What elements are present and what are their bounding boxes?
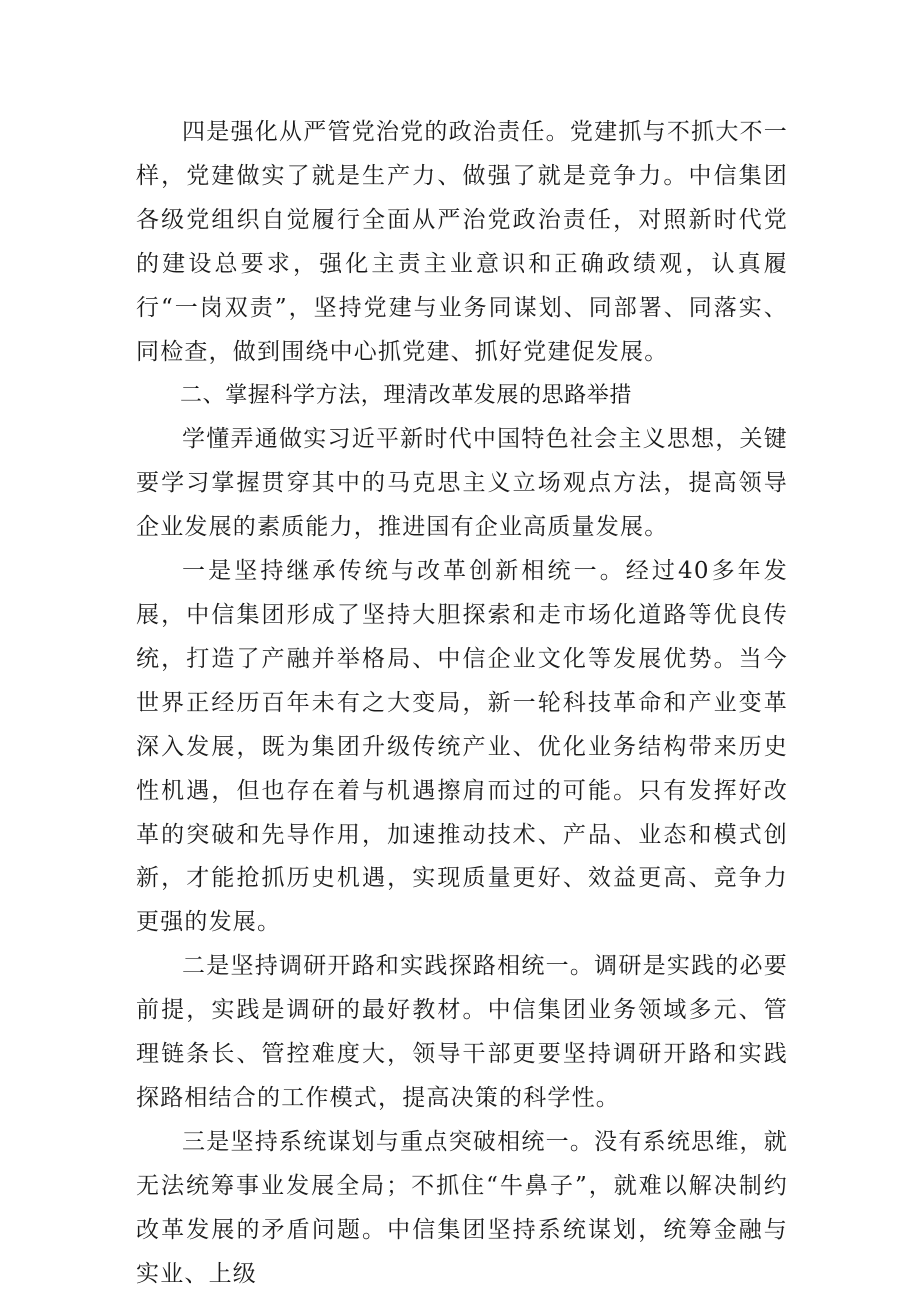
paragraph-party-building-responsibility: 四是强化从严管党治党的政治责任。党建抓与不抓大不一样，党建做实了就是生产力、做强了就是竞争力。中信集团各级党组织自觉履行全面从严治党政治责任，对照新时代党的建设总要求，强化主责主业意识和正确政绩观，认真履行“一岗双责”，坚持党建与业务同谋划、同部署、同落实、同检查，做到围绕中心抓党建、抓好党建促发展。 [136,119,788,365]
document-body [136,111,788,1296]
paragraph-research-practice: 二是坚持调研开路和实践探路相统一。调研是实践的必要前提，实践是调研的最好教材。中信集团业务领域多元、管理链条长、管控难度大，领导干部更要坚持调研开路和实践探路相结合的工作模式，提高决策的科学性。 [136,953,788,1111]
paragraph-system-breakthrough: 三是坚持系统谋划与重点突破相统一。没有系统思维，就无法统筹事业发展全局；不抓住“牛鼻子”，就难以解决制约改革发展的矛盾问题。中信集团坚持系统谋划，统筹金融与实业、上级 [136,1128,788,1287]
section-heading-two: 二、掌握科学方法，理清改革发展的思路举措 [180,383,633,409]
paragraph-tradition-innovation: 一是坚持继承传统与改革创新相统一。经过40多年发展，中信集团形成了坚持大胆探索和走市场化道路等优良传统，打造了产融并举格局、中信企业文化等发展优势。当今世界正经历百年未有之大变局，新一轮科技革命和产业变革深入发展，既为集团升级传统产业、优化业务结构带来历史性机遇，但也存在着与机遇擦肩而过的可能。只有发挥好改革的突破和先导作用，加速推动技术、产品、业态和模式创新，才能抢抓历史机遇，实现质量更好、效益更高、竞争力更强的发展。 [136,558,788,936]
paragraph-section-intro: 学懂弄通做实习近平新时代中国特色社会主义思想，关键要学习掌握贯穿其中的马克思主义立场观点方法，提高领导企业发展的素质能力，推进国有企业高质量发展。 [136,426,788,541]
